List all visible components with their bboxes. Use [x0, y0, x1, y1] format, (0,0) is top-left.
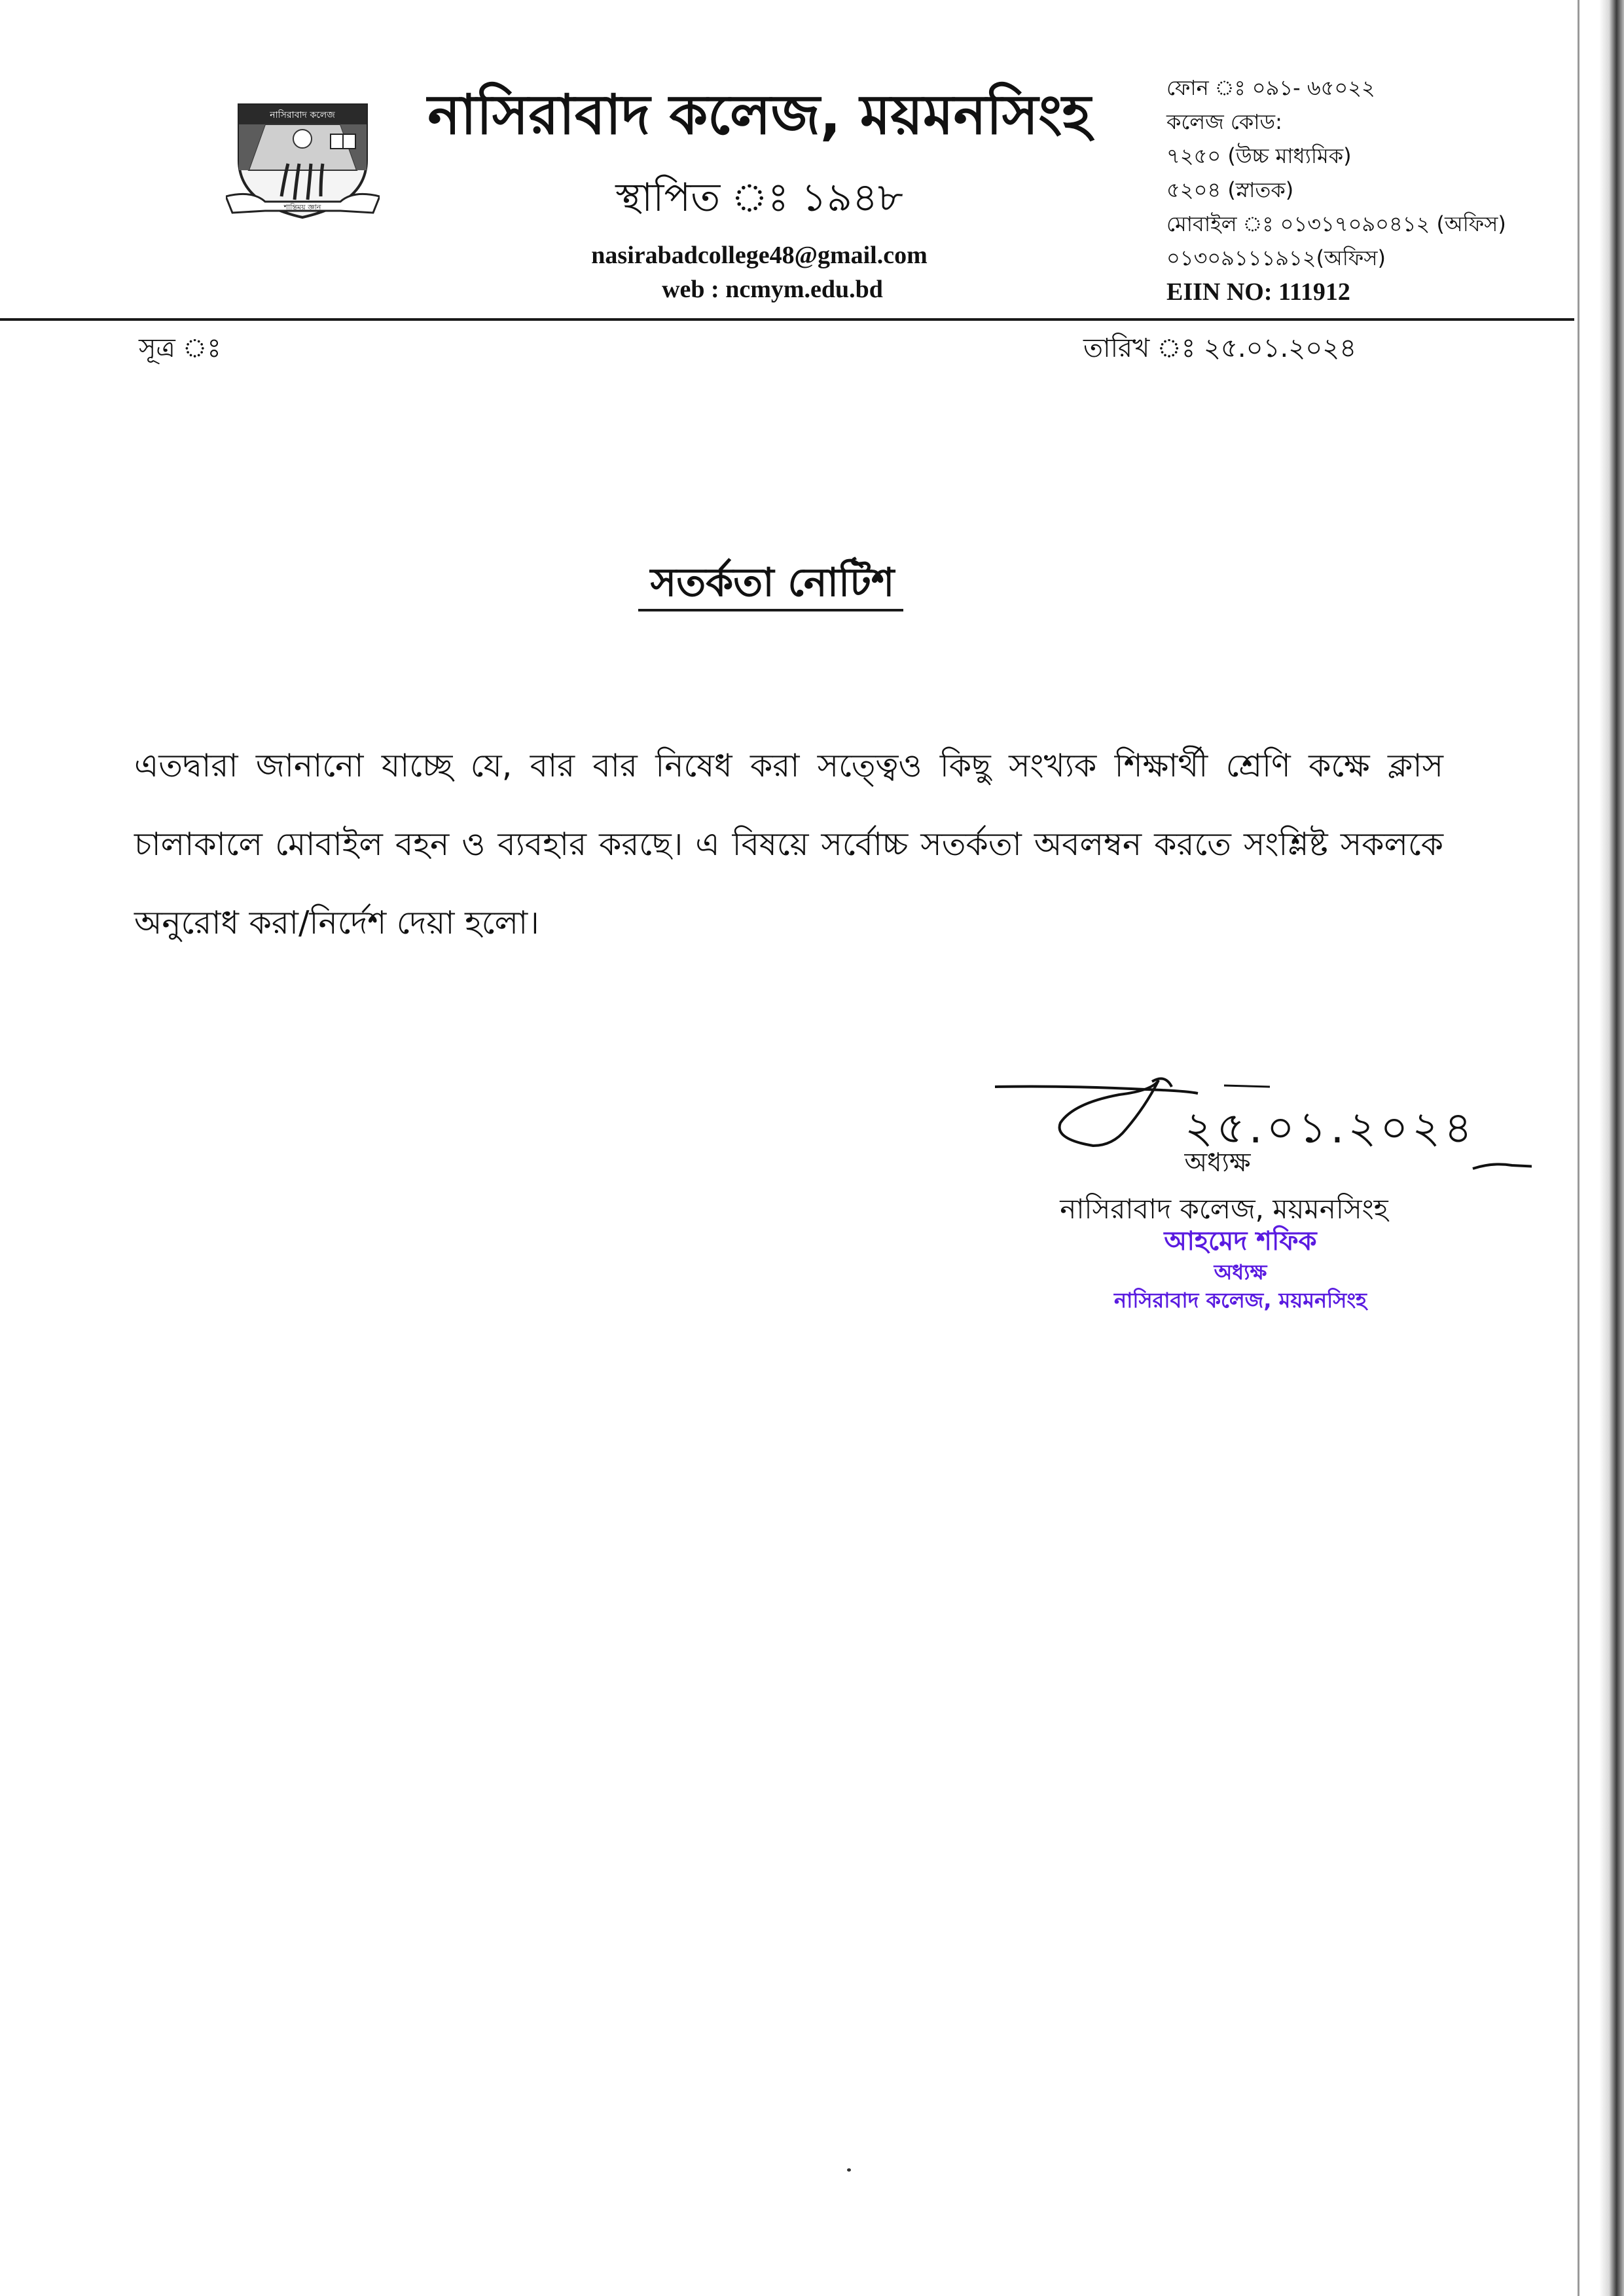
stamp-college: নাসিরাবাদ কলেজ, ময়মনসিংহ — [1114, 1288, 1367, 1313]
scan-speck — [847, 2168, 851, 2172]
handwritten-date: ২৫.০১.২০২৪ — [1185, 1102, 1477, 1153]
signatory-designation: অধ্যক্ষ — [1184, 1148, 1251, 1178]
stamp-title: অধ্যক্ষ — [1214, 1260, 1267, 1285]
reference-label: সূত্র ঃ — [139, 333, 221, 363]
logo-text-bottom: শান্তিময় জ্ঞান — [283, 203, 321, 211]
logo-text-top: নাসিরাবাদ কলেজ — [270, 110, 335, 120]
header-divider — [0, 318, 1574, 321]
college-website: web : ncmym.edu.bd — [662, 276, 883, 303]
phone-number: ফোন ঃ ০৯১- ৬৫০২২ — [1166, 75, 1375, 100]
eiin-number: EIIN NO: 111912 — [1166, 278, 1350, 306]
page-edge-shadow — [1599, 0, 1624, 2296]
contact-block — [1166, 71, 1533, 309]
official-seal — [1100, 1224, 1381, 1315]
college-name: নাসিরাবাদ কলেজ, ময়মনসিংহ — [427, 82, 1091, 147]
college-code-label: কলেজ কোড: — [1166, 109, 1282, 134]
notice-body: এতদ্বারা জানানো যাচ্ছে যে, বার বার নিষেধ করা সত্ত্বেও কিছু সংখ্যক শিক্ষার্থী শ্রেণি কক্ষে ক্লাস চালাকালে মোবাইল বহন ও ব্যবহার করছে। এ বিষয়ে সর্বোচ্চ সতর্কতা অবলম্বন করতে সংশ্লিষ্ট সকলকে অনুরোধ করা/নির্দেশ দেয়া হলো। — [134, 747, 1443, 941]
page-edge-line — [1578, 0, 1579, 2296]
college-code-degree: ৫২০৪ (স্নাতক) — [1166, 177, 1294, 202]
signatory-college: নাসিরাবাদ কলেজ, ময়মনসিংহ — [1060, 1193, 1388, 1225]
established-year: স্থাপিত ঃ ১৯৪৮ — [615, 175, 903, 221]
college-email: nasirabadcollege48@gmail.com — [591, 242, 928, 269]
college-code-hsc: ৭২৫০ (উচ্চ মাধ্যমিক) — [1166, 143, 1352, 168]
mobile-number-2: ০১৩০৯১১১৯১২(অফিস) — [1166, 246, 1386, 270]
college-crest-icon — [226, 98, 380, 223]
stamp-name: আহমেদ শফিক — [1164, 1226, 1317, 1256]
notice-title: সতর্কতা নোটিশ — [650, 560, 895, 606]
notice-title-underline — [638, 609, 903, 611]
notice-date: তারিখ ঃ ২৫.০১.২০২৪ — [1083, 333, 1357, 363]
mobile-number-1: মোবাইল ঃ ০১৩১৭০৯০৪১২ (অফিস) — [1166, 211, 1506, 236]
